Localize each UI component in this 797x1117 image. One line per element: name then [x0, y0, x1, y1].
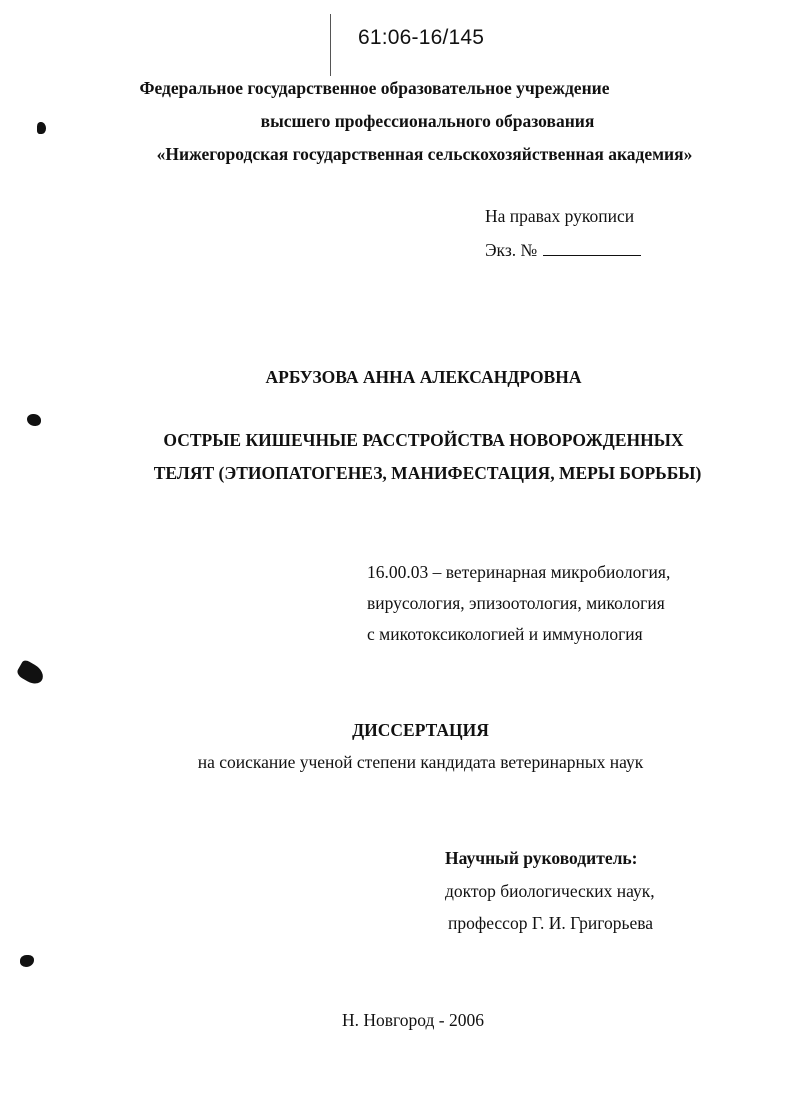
place-year: Н. Новгород - 2006 [342, 1010, 485, 1030]
institution-line-2: высшего профессионального образования [260, 111, 595, 131]
institution-line-3: «Нижегородская государственная сельскохозяйственная академия» [156, 144, 693, 164]
author-name: АРБУЗОВА АННА АЛЕКСАНДРОВНА [265, 367, 582, 387]
dissertation-heading: ДИССЕРТАЦИЯ [352, 720, 489, 740]
supervisor-degree: доктор биологических наук, [445, 881, 655, 901]
title-line-1: ОСТРЫЕ КИШЕЧНЫЕ РАССТРОЙСТВА НОВОРОЖДЕННЫХ [163, 430, 684, 450]
scan-blot [27, 414, 41, 426]
registration-code: 61:06-16/145 [358, 26, 485, 49]
manuscript-rights: На правах рукописи [485, 206, 635, 226]
scan-blot [15, 659, 47, 688]
copy-number-label: Экз. № [485, 240, 538, 260]
specialty-line-1: 16.00.03 – ветеринарная микробиология, [367, 562, 671, 582]
dissertation-subheading: на соискание ученой степени кандидата ветеринарных наук [197, 752, 644, 772]
scan-line [330, 14, 331, 76]
specialty-line-3: с микотоксикологией и иммунология [367, 624, 643, 644]
scan-blot [20, 955, 34, 967]
title-line-2: ТЕЛЯТ (ЭТИОПАТОГЕНЕЗ, МАНИФЕСТАЦИЯ, МЕРЫ БОРЬБЫ) [153, 463, 702, 483]
supervisor-name: профессор Г. И. Григорьева [448, 913, 654, 933]
institution-line-1: Федеральное государственное образовательное учреждение [139, 78, 610, 98]
supervisor-label: Научный руководитель: [445, 848, 638, 868]
specialty-line-2: вирусология, эпизоотология, микология [367, 593, 665, 613]
copy-number-blank [543, 241, 641, 256]
copy-number [485, 240, 641, 261]
